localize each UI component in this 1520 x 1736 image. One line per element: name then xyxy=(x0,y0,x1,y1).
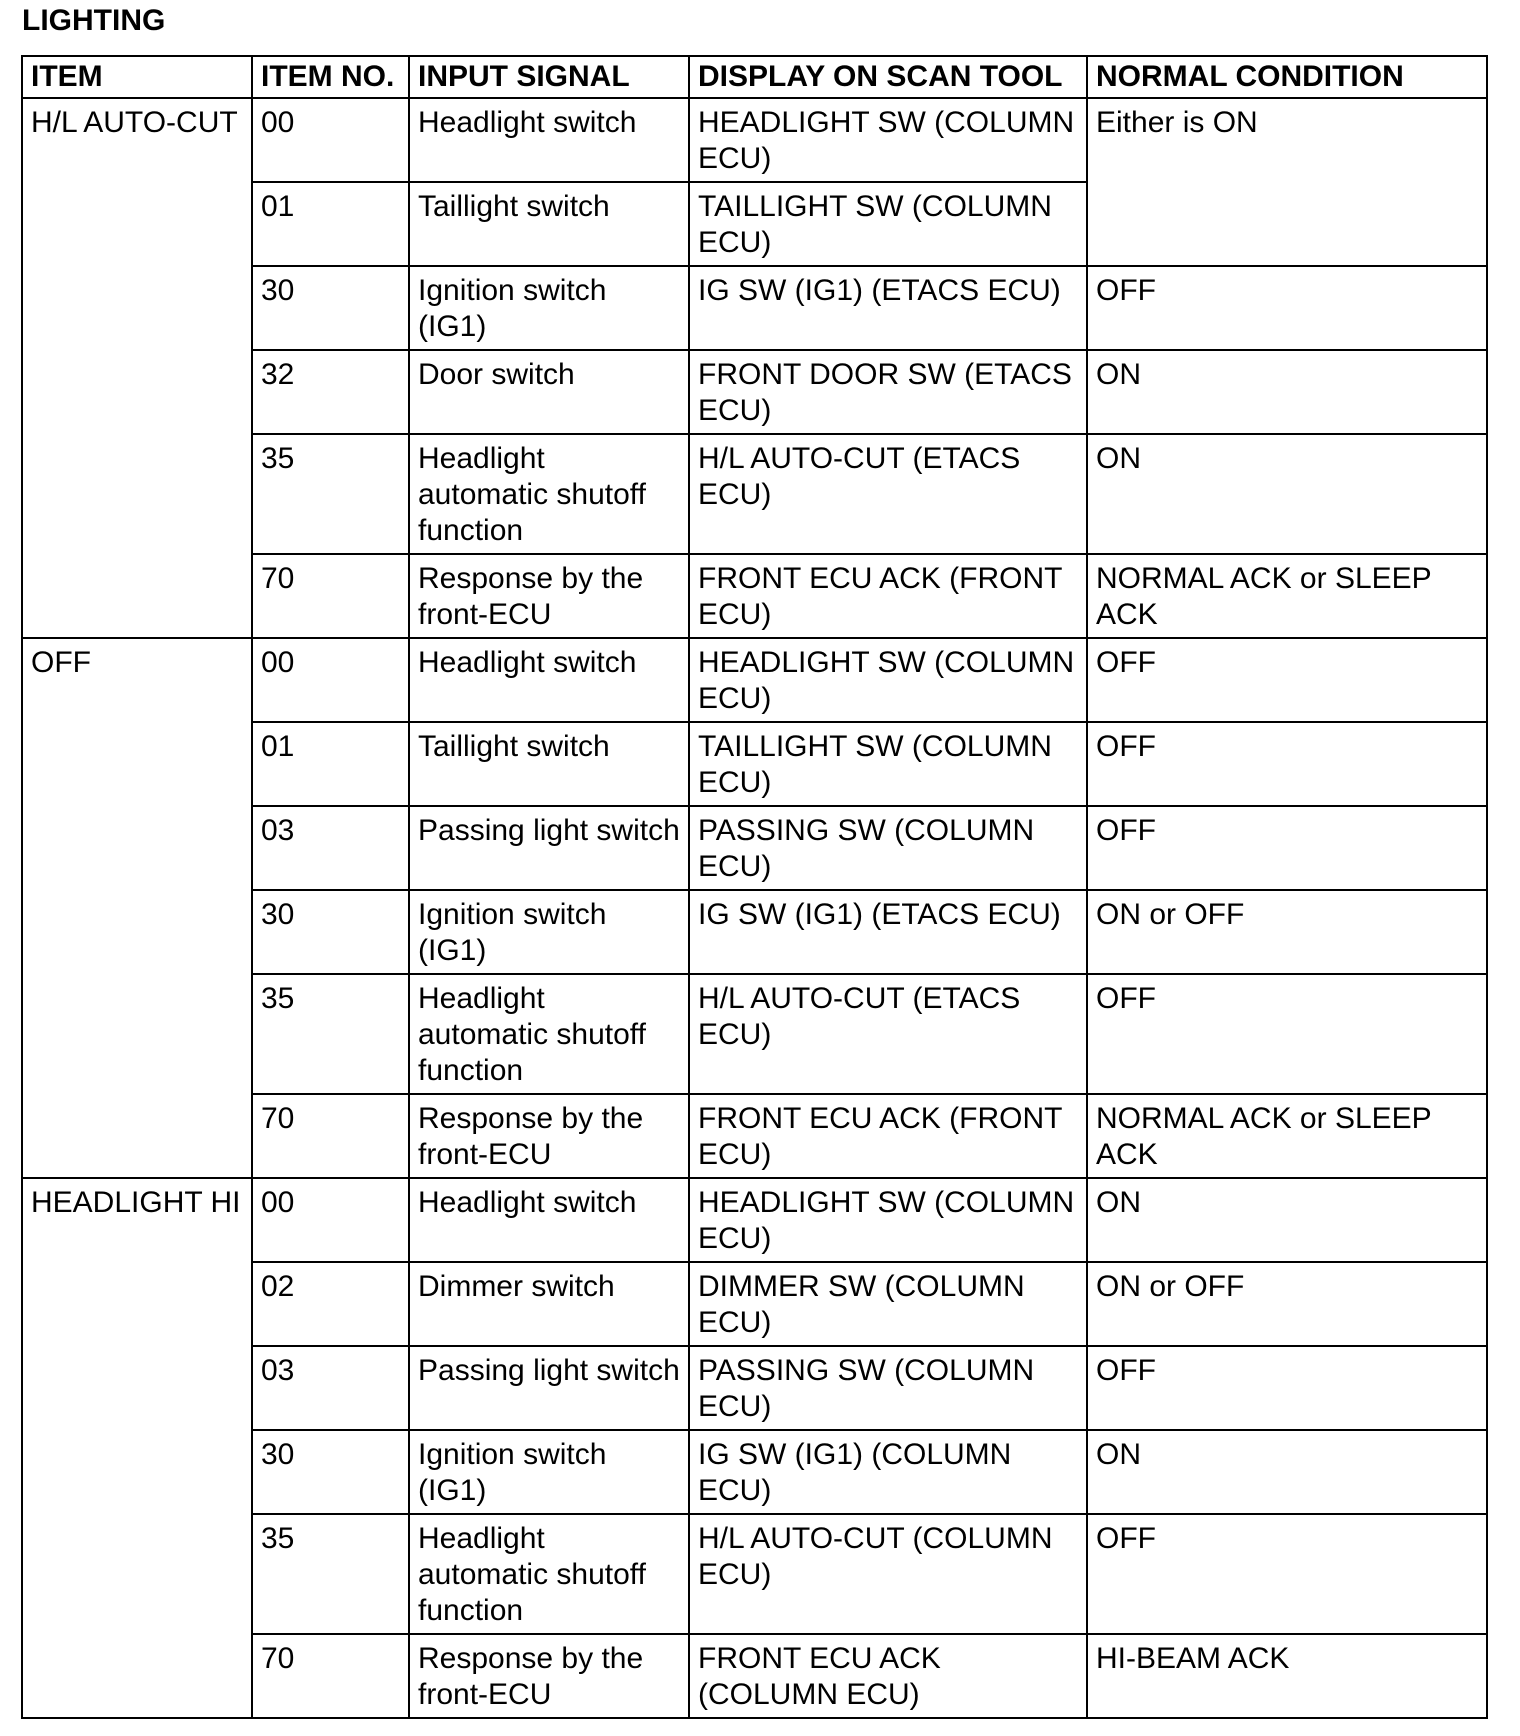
item-no-cell: 03 xyxy=(252,806,409,890)
normal-condition-cell: NORMAL ACK or SLEEP ACK xyxy=(1087,554,1487,638)
table-row xyxy=(22,638,1487,722)
display-cell: PASSING SW (COLUMN ECU) xyxy=(689,1346,1087,1430)
input-signal-cell: Ignition switch (IG1) xyxy=(409,1430,689,1514)
input-signal-cell: Headlight automatic shutoff function xyxy=(409,434,689,554)
input-signal-cell: Headlight automatic shutoff function xyxy=(409,1514,689,1634)
input-signal-cell: Passing light switch xyxy=(409,1346,689,1430)
table-row xyxy=(22,98,1487,182)
input-signal-cell: Response by the front-ECU xyxy=(409,554,689,638)
item-cell: HEADLIGHT HI xyxy=(22,1178,252,1718)
display-cell: FRONT ECU ACK (COLUMN ECU) xyxy=(689,1634,1087,1718)
item-cell: H/L AUTO-CUT xyxy=(22,98,252,638)
input-signal-cell: Passing light switch xyxy=(409,806,689,890)
display-cell: FRONT DOOR SW (ETACS ECU) xyxy=(689,350,1087,434)
item-no-cell: 00 xyxy=(252,1178,409,1262)
input-signal-cell: Headlight switch xyxy=(409,98,689,182)
header-normal-condition: NORMAL CONDITION xyxy=(1087,56,1487,98)
display-cell: HEADLIGHT SW (COLUMN ECU) xyxy=(689,98,1087,182)
item-no-cell: 32 xyxy=(252,350,409,434)
normal-condition-cell: ON or OFF xyxy=(1087,890,1487,974)
display-cell: FRONT ECU ACK (FRONT ECU) xyxy=(689,1094,1087,1178)
normal-condition-cell: OFF xyxy=(1087,638,1487,722)
normal-condition-cell: Either is ON xyxy=(1087,98,1487,266)
input-signal-cell: Taillight switch xyxy=(409,722,689,806)
item-no-cell: 35 xyxy=(252,434,409,554)
display-cell: TAILLIGHT SW (COLUMN ECU) xyxy=(689,182,1087,266)
item-no-cell: 00 xyxy=(252,638,409,722)
item-no-cell: 02 xyxy=(252,1262,409,1346)
normal-condition-cell: ON or OFF xyxy=(1087,1262,1487,1346)
item-cell: OFF xyxy=(22,638,252,1178)
header-item: ITEM xyxy=(22,56,252,98)
normal-condition-cell: OFF xyxy=(1087,974,1487,1094)
item-no-cell: 30 xyxy=(252,1430,409,1514)
normal-condition-cell: ON xyxy=(1087,350,1487,434)
input-signal-cell: Taillight switch xyxy=(409,182,689,266)
display-cell: H/L AUTO-CUT (ETACS ECU) xyxy=(689,974,1087,1094)
input-signal-cell: Headlight switch xyxy=(409,638,689,722)
input-signal-cell: Headlight switch xyxy=(409,1178,689,1262)
normal-condition-cell: NORMAL ACK or SLEEP ACK xyxy=(1087,1094,1487,1178)
item-no-cell: 01 xyxy=(252,722,409,806)
table-body xyxy=(22,98,1487,1718)
display-cell: H/L AUTO-CUT (COLUMN ECU) xyxy=(689,1514,1087,1634)
normal-condition-cell: HI-BEAM ACK xyxy=(1087,1634,1487,1718)
item-no-cell: 35 xyxy=(252,974,409,1094)
item-no-cell: 00 xyxy=(252,98,409,182)
item-no-cell: 70 xyxy=(252,1634,409,1718)
normal-condition-cell: ON xyxy=(1087,434,1487,554)
display-cell: IG SW (IG1) (COLUMN ECU) xyxy=(689,1430,1087,1514)
display-cell: HEADLIGHT SW (COLUMN ECU) xyxy=(689,638,1087,722)
page-title: LIGHTING xyxy=(22,4,166,37)
header-input-signal: INPUT SIGNAL xyxy=(409,56,689,98)
input-signal-cell: Dimmer switch xyxy=(409,1262,689,1346)
normal-condition-cell: OFF xyxy=(1087,1514,1487,1634)
normal-condition-cell: OFF xyxy=(1087,1346,1487,1430)
input-signal-cell: Headlight automatic shutoff function xyxy=(409,974,689,1094)
lighting-table xyxy=(21,55,1488,1719)
input-signal-cell: Response by the front-ECU xyxy=(409,1094,689,1178)
display-cell: PASSING SW (COLUMN ECU) xyxy=(689,806,1087,890)
display-cell: IG SW (IG1) (ETACS ECU) xyxy=(689,266,1087,350)
header-display: DISPLAY ON SCAN TOOL xyxy=(689,56,1087,98)
normal-condition-cell: ON xyxy=(1087,1178,1487,1262)
item-no-cell: 30 xyxy=(252,890,409,974)
header-row xyxy=(22,56,1487,98)
normal-condition-cell: OFF xyxy=(1087,806,1487,890)
table-row xyxy=(22,1178,1487,1262)
input-signal-cell: Ignition switch (IG1) xyxy=(409,890,689,974)
item-no-cell: 30 xyxy=(252,266,409,350)
normal-condition-cell: OFF xyxy=(1087,266,1487,350)
item-no-cell: 01 xyxy=(252,182,409,266)
item-no-cell: 70 xyxy=(252,1094,409,1178)
display-cell: H/L AUTO-CUT (ETACS ECU) xyxy=(689,434,1087,554)
display-cell: IG SW (IG1) (ETACS ECU) xyxy=(689,890,1087,974)
input-signal-cell: Ignition switch (IG1) xyxy=(409,266,689,350)
item-no-cell: 03 xyxy=(252,1346,409,1430)
normal-condition-cell: OFF xyxy=(1087,722,1487,806)
item-no-cell: 35 xyxy=(252,1514,409,1634)
display-cell: HEADLIGHT SW (COLUMN ECU) xyxy=(689,1178,1087,1262)
header-item-no: ITEM NO. xyxy=(252,56,409,98)
input-signal-cell: Response by the front-ECU xyxy=(409,1634,689,1718)
normal-condition-cell: ON xyxy=(1087,1430,1487,1514)
display-cell: TAILLIGHT SW (COLUMN ECU) xyxy=(689,722,1087,806)
item-no-cell: 70 xyxy=(252,554,409,638)
display-cell: DIMMER SW (COLUMN ECU) xyxy=(689,1262,1087,1346)
display-cell: FRONT ECU ACK (FRONT ECU) xyxy=(689,554,1087,638)
input-signal-cell: Door switch xyxy=(409,350,689,434)
